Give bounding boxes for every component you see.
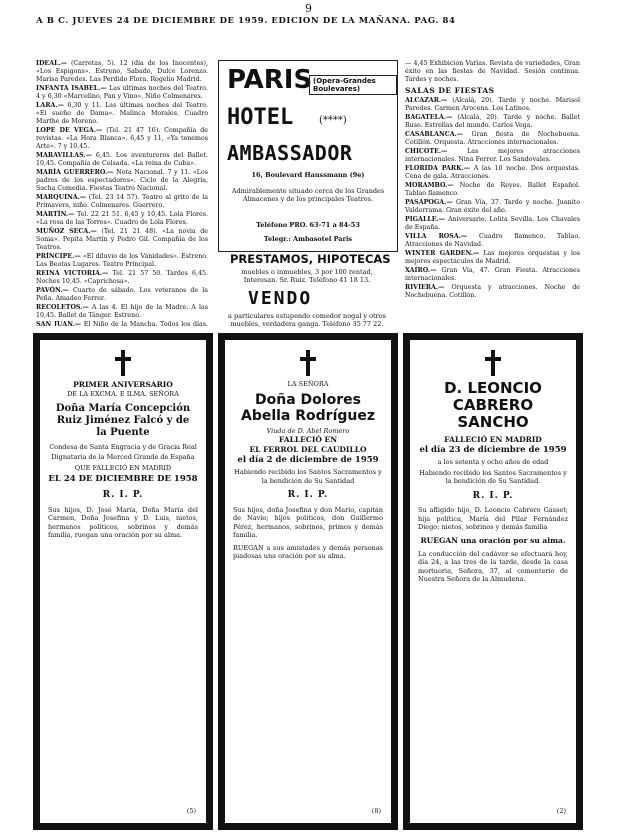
listing-venue: MARQUINA.—: [36, 194, 87, 201]
listing-entry: [36, 321, 208, 326]
listing-venue: RECOLETOS.—: [36, 304, 89, 311]
listing-text: Las mejores orquestas y los mejores espectáculos de Madrid.: [405, 250, 580, 265]
listing-text: Gran Vía, 37. Tarde y noche. Juanito Valderrama. Gran éxito del año.: [405, 199, 580, 214]
obituary-dolores-abella: [218, 333, 398, 830]
listing-text: Cuarto de sábado. Los veteranos de la Peña. Amadeo Ferrer.: [36, 287, 208, 302]
listing-entry: [405, 148, 580, 164]
obit2-rip: R. I. P.: [287, 490, 329, 500]
listing-venue: PRÍNCIPE.—: [36, 253, 81, 260]
listing-entry: [405, 199, 580, 215]
listing-entry: [405, 284, 580, 300]
obit1-name: Doña María Concepción Ruiz Jiménez Falcó y de la Puente: [55, 402, 191, 438]
listing-venue: SAN JUAN.—: [36, 321, 82, 326]
listing-text: Gran fiesta de Nochebuena. Cotillón. Orquesta. Atracciones internacionales.: [405, 131, 580, 146]
listing-entry: [36, 194, 208, 210]
page-number: 9: [305, 2, 312, 15]
obit2-widow: Viuda de D. Abel Romero: [266, 426, 350, 435]
listing-text: (Tel. 21 21 48). «La novia de Sonia». Pepita Martín y Pedro Gil. Compañía de los Teatros.: [36, 228, 208, 251]
listing-entry: [405, 97, 580, 113]
listing-entry: [405, 131, 580, 147]
theater-listings-column: [36, 60, 208, 326]
listing-venue: FLORIDA PARK.—: [405, 165, 471, 172]
listing-venue: PAVÓN.—: [36, 287, 69, 294]
listing-entry: [405, 216, 580, 232]
listing-text: Nota Nacional. 7 y 11. «Los padres de los espectadores». Ciclo de la Alegría, Sacha Comedia. Fiestas Teatro Nacional.: [36, 169, 208, 192]
ad-vendo-text: a particulares estupendo comedor nogal y otros muebles, verdadera ganga. Teléfono 35 77 22.: [228, 312, 386, 328]
ad-paris-title: PARIS: [227, 65, 313, 95]
obit1-rip: R. I. P.: [102, 490, 144, 500]
obit1-died: QUE FALLECIÓ EN MADRID: [74, 463, 172, 472]
listing-text: A las 10 noche. Dos orquestas. Cena de gala. Atracciones.: [405, 165, 580, 180]
listing-entry: [405, 267, 580, 283]
listing-text: (Alcalá, 20). Tarde y noche. Marisol Paredes. Carmen Arocena. Los Latinos.: [405, 97, 580, 112]
listing-text: 6,30 y 11. Las últimas noches del Teatro. «El sueño de Dama». Malinca Morales. Cuadro Marthe de Moreno.: [36, 102, 208, 125]
listing-entry: [405, 233, 580, 249]
obit2-name: Doña Dolores Abella Rodríguez: [240, 391, 376, 424]
obit2-sacraments: Habiendo recibido los Santos Sacramentos y la bendición de Su Santidad: [234, 468, 382, 485]
listing-venue: MARAVILLAS.—: [36, 152, 92, 159]
cross-icon: [485, 350, 501, 376]
listing-venue: XAIRO.—: [405, 267, 437, 274]
listing-entry: [36, 270, 208, 286]
ad-prestamos-title: PRESTAMOS, HIPOTECAS: [230, 252, 391, 266]
listing-text: Tel. 22 21 51. 6,45 y 10,45. Lola Flores. «La rosa de las Torres». Cuadro de Lola Flores.: [36, 211, 208, 226]
obituary-condesa: [33, 333, 213, 830]
listing-text: Las últimas noches del Teatro. 4 y 6,30 «Marcelino, Pan y Vino». Niño Colmenares.: [36, 85, 208, 100]
obit1-title: Condesa de Santa Engracia y de Gracia Real: [49, 442, 197, 451]
obit2-text: Sus hijos, doña Josefina y don Mario, capitán de Navío; hijos políticos, don Guillermo Pérez, hermanos, sobrinos, primos y demás familia.: [233, 505, 383, 539]
listing-venue: MARÍA GUERRERO.—: [36, 169, 114, 176]
listing-entry: [36, 287, 208, 303]
cross-icon: [115, 350, 131, 376]
listing-venue: LOPE DE VEGA.—: [36, 127, 103, 134]
listing-entry: [405, 182, 580, 198]
listing-venue: VILLA ROSA.—: [405, 233, 468, 240]
obit1-ref: (5): [186, 806, 196, 815]
listing-entry: [36, 60, 208, 84]
obit3-text: Su afligido hijo, D. Leoncio Cabrero Gasset; hija política, María del Pilar Fernández Diego; nietos, sobrinos y demás familia: [418, 506, 568, 531]
obit1-order: Dignataria de la Merced Grande de España: [51, 453, 195, 461]
ad-vendo-title: VENDO: [248, 288, 313, 309]
listing-venue: INFANTA ISABEL.—: [36, 85, 107, 92]
listing-venue: MUÑOZ SECA.—: [36, 228, 97, 235]
listing-venue: RIVIERA.—: [405, 284, 445, 291]
listing-entry: [405, 165, 580, 181]
listing-text: Cuadro flamenco. Tablao. Atracciones de Navidad.: [405, 233, 580, 248]
listing-entry: [36, 152, 208, 168]
obit2-ref: (8): [371, 806, 381, 815]
listing-text: (Carretas, 5). 12 (día de los Inocentes), «Los Espigons». Estreno, Sabado, Dulce Lorenzo. Marisa Paredes. Las Perdido Flora. Rogelio Madrid.: [36, 60, 208, 83]
listing-venue: PASAPOGA.—: [405, 199, 453, 206]
hotel-ambassador-ad: [218, 60, 398, 252]
listing-entry: [36, 253, 208, 269]
obit2-plea: RUEGAN a sus amistades y demás personas piadosas una oración por su alma.: [233, 543, 383, 560]
listing-venue: MORAMBO.—: [405, 182, 454, 189]
obit3-name: D. LEONCIO CABRERO SANCHO: [444, 379, 542, 431]
listing-venue: LARA.—: [36, 102, 64, 109]
listing-text: (Tel. 23 14 57). Teatro al grito de la Primavera, niño. Colmenares. Guerrero.: [36, 194, 208, 209]
listing-entry: [36, 127, 208, 151]
listing-entry: [405, 250, 580, 266]
obit3-age: a los setenta y ocho años de edad: [437, 458, 549, 466]
listing-venue: IDEAL.—: [36, 60, 68, 67]
ad-hotel-address: 16, Boulevard Haussmann (9e): [251, 171, 365, 179]
obit2-place: EL FERROL DEL CAUDILLO: [249, 445, 367, 454]
obit3-sacraments: Habiendo recibido los Santos Sacramentos y la bendición de Su Santidad.: [419, 468, 567, 485]
ad-hotel-phone: Teléfono PRO. 63-71 a 84-53: [256, 221, 360, 229]
section-heading: SALAS DE FIESTAS: [405, 86, 495, 95]
listing-venue: ALCAZAR.—: [405, 97, 448, 104]
obit1-date: EL 24 DE DICIEMBRE DE 1958: [48, 474, 198, 484]
obituary-leoncio-cabrero: [403, 333, 583, 830]
obit3-died: FALLECIÓ EN MADRID: [444, 435, 542, 444]
listing-venue: BAGATELA.—: [405, 114, 453, 121]
listing-text: El Niño de la Mancha. Todos los días.: [83, 321, 208, 326]
listing-venue: REINA VICTORIA.—: [36, 270, 109, 277]
listing-text: Tel. 21 57 50. Tardes 6,45. Noches 10,45. «Caprichosa».: [36, 270, 208, 285]
listing-text: Noche de Reyes. Ballet Español. Tablao flamenco.: [405, 182, 580, 197]
listing-text: — 4,45 Exhibición Varias. Revista de variedades, Gran éxito en las fiestas de Navidad. Sesión continua. Tardes y noches.: [405, 60, 580, 83]
ad-hotel-description: Admirablemente situado cerca de los Grandes Almacenes y de los principales Teatros.: [231, 187, 385, 203]
obit3-funeral: La conducción del cadáver se efectuará hoy, día 24, a las tres de la tarde, desde la casa mortuoria, Señora, 37, al cementerio de Nuestra Señora de la Almudena.: [418, 549, 568, 583]
listing-entry: [36, 211, 208, 227]
listing-text: Orquesta y atracciones. Noche de Nochebuena. Cotillón.: [405, 284, 580, 299]
ad-hotel-word: HOTEL: [227, 105, 294, 130]
listing-venue: CASABLANCA.—: [405, 131, 464, 138]
ad-hotel-name: AMBASSADOR: [227, 141, 353, 165]
listing-text: «El diluvio de los Vanidades». Estreno. Las Beatas Lugares. Teatro Principal.: [36, 253, 208, 268]
listing-entry: [36, 169, 208, 193]
listing-text: Gran Vía, 47. Gran Fiesta. Atracciones internacionales.: [405, 267, 580, 282]
listing-entry: [36, 304, 208, 320]
obit3-ref: (2): [556, 806, 566, 815]
listing-entry: [36, 228, 208, 252]
ad-prestamos-text: muebles o inmuebles, 3 por 100 rentad, Interesan. Sr. Ruiz. Teléfono 41 18 13.: [241, 268, 373, 284]
listing-entry: [405, 114, 580, 130]
obit3-date: el día 23 de diciembre de 1959: [419, 445, 567, 455]
prestamos-ad: [218, 252, 396, 288]
cross-icon: [300, 350, 316, 376]
page-header: A B C. JUEVES 24 DE DICIEMBRE DE 1959. EDICION DE LA MAÑANA. PAG. 84: [36, 16, 456, 26]
ad-hotel-stars: (****): [319, 115, 347, 126]
listing-venue: MARTÍN.—: [36, 211, 75, 218]
ad-hotel-telegrams: Telegr.: Ambasotel Paris: [263, 235, 353, 243]
obit3-plea: RUEGAN una oración por su alma.: [420, 535, 566, 545]
obit1-anniversary: PRIMER ANIVERSARIO: [73, 380, 173, 389]
listing-text: (Alcalá, 20). Tarde y noche. Ballet Ruso. Estrellas del mundo. Carlos Vega.: [405, 114, 580, 129]
listing-text: Las mejores atracciones internacionales. Nina Ferrer. Los Sandovales.: [405, 148, 580, 163]
listing-venue: WINTER GARDEN.—: [405, 250, 480, 257]
obit1-line2: DE LA EXCMA. E ILMA. SEÑORA: [67, 390, 179, 398]
listing-text: Aniversario. Lolita Sevilla. Los Chavales de España.: [405, 216, 580, 231]
listing-entry: [36, 102, 208, 126]
listing-entry: [405, 60, 580, 84]
obit2-date: el día 2 de diciembre de 1959: [237, 455, 379, 465]
listing-text: 6,45. Los aventureros del Ballet. 10,45. Compañía de Colsada. «La reina de Cuba».: [36, 152, 208, 167]
listing-text: A las 4. El hijo de la Madre. A las 10,45. Ballet de Tánger. Estreno.: [36, 304, 208, 319]
listing-entry: [36, 85, 208, 101]
listing-venue: CHICOTE.—: [405, 148, 448, 155]
obit2-died: FALLECIÓ EN: [278, 435, 338, 444]
listing-venue: PIGALLE.—: [405, 216, 446, 223]
listing-text: (Tel. 21 47 16). Compañía de revistas. «La Hora Blanca». 6,45 y 11, «Ya tenemos Arte». 7 y 10,45.: [36, 127, 208, 150]
obit3-rip: R. I. P.: [472, 490, 514, 501]
ad-paris-subtitle: (Opera-Grandes Boulevares): [309, 75, 397, 95]
obit1-text: Sus hijos, D. José María, Doña María del Carmen, Doña Josefina y D. Luis, nietos, hermanos políticos, sobrinos y demás familia, ruegan una oración por su alma.: [48, 505, 198, 539]
obit2-intro: LA SEÑORA: [287, 380, 329, 388]
salas-fiestas-column: [405, 60, 580, 326]
